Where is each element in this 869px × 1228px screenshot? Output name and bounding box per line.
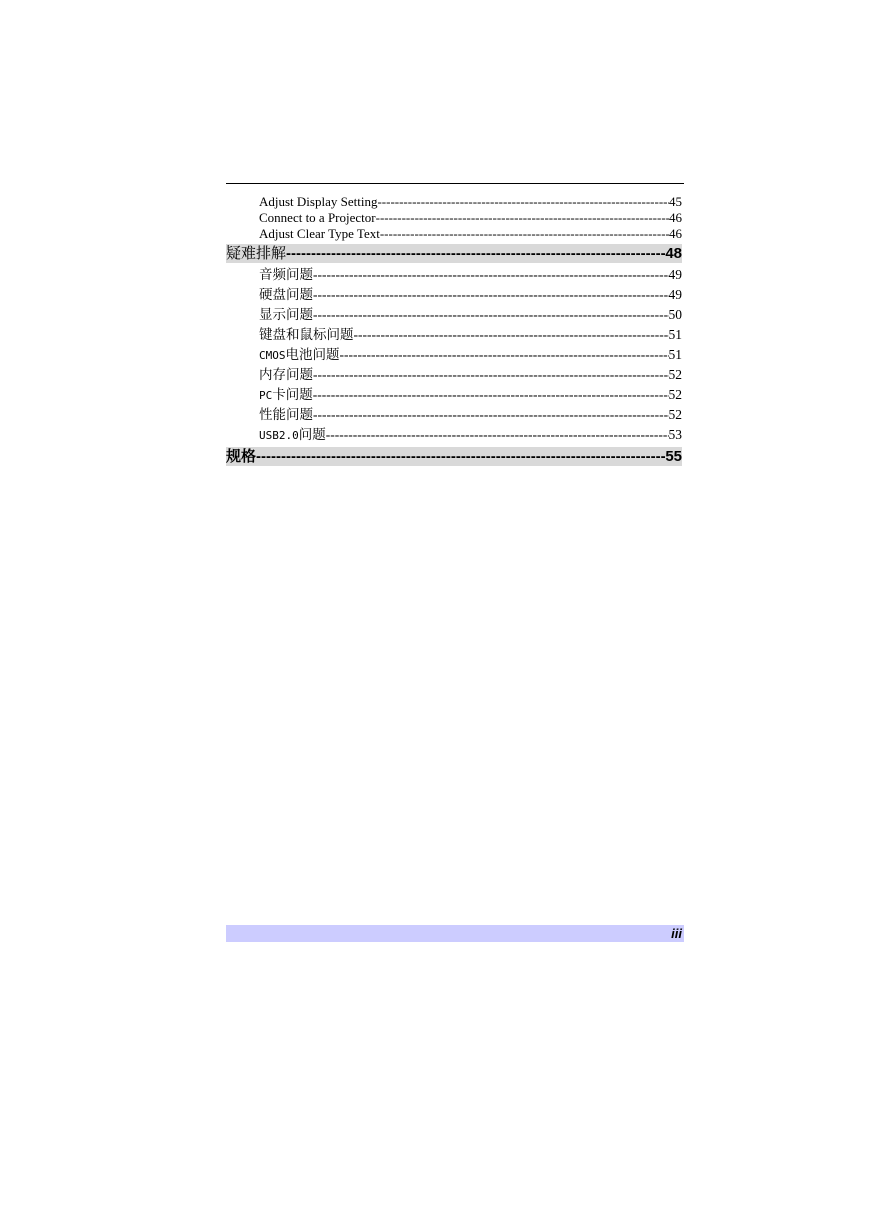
toc-chapter-page: 55 xyxy=(665,448,682,465)
toc-entry-page: 51 xyxy=(668,347,682,362)
toc-entry-title: Adjust Display Setting xyxy=(259,194,378,209)
toc-entry-keyboard-mouse[interactable] xyxy=(226,325,682,345)
toc-entry-title: 电池问题 xyxy=(285,347,340,362)
toc-entry-title: 显示问题 xyxy=(259,307,313,322)
toc-leader xyxy=(326,425,669,445)
toc-leader xyxy=(313,265,669,285)
toc-entry-title: Adjust Clear Type Text xyxy=(259,226,380,241)
toc-entry-prefix: CMOS xyxy=(259,349,286,362)
toc-entry-page: 52 xyxy=(668,387,682,402)
toc-entry-title: 内存问题 xyxy=(259,367,313,382)
toc-entry-adjust-clear-type[interactable] xyxy=(226,226,682,242)
toc-leader xyxy=(313,305,669,325)
toc-entry-usb[interactable] xyxy=(226,425,682,445)
toc-entry-display[interactable] xyxy=(226,305,682,325)
toc-entry-page: 51 xyxy=(668,327,682,342)
toc-entry-adjust-display-setting[interactable] xyxy=(226,194,682,210)
toc-entry-audio[interactable] xyxy=(226,265,682,285)
toc-entry-title: 键盘和鼠标问题 xyxy=(259,327,354,342)
toc-chapter-page: 48 xyxy=(665,245,682,262)
toc-entry-page: 49 xyxy=(668,287,682,302)
toc-entry-title: 问题 xyxy=(298,427,326,442)
toc-entry-page: 52 xyxy=(668,367,682,382)
toc-chapter-title: 疑难排解 xyxy=(226,245,287,262)
toc-entry-prefix: PC xyxy=(259,389,273,402)
toc-entry-page: 49 xyxy=(668,267,682,282)
toc-leader xyxy=(286,244,665,263)
toc-entry-title: 性能问题 xyxy=(259,407,313,422)
toc-entry-title: 卡问题 xyxy=(272,387,313,402)
toc-entry-title: Connect to a Projector xyxy=(259,210,376,225)
table-of-contents xyxy=(226,194,682,468)
footer-bar xyxy=(226,925,684,942)
toc-leader xyxy=(313,385,669,405)
toc-leader xyxy=(377,194,669,210)
toc-entry-performance[interactable] xyxy=(226,405,682,425)
toc-entry-page: 50 xyxy=(668,307,682,322)
toc-entry-title: 音频问题 xyxy=(259,267,313,282)
toc-leader xyxy=(313,365,669,385)
toc-leader xyxy=(354,325,669,345)
toc-leader xyxy=(313,405,669,425)
toc-leader xyxy=(376,210,669,226)
toc-entry-page: 52 xyxy=(668,407,682,422)
toc-entry-connect-projector[interactable] xyxy=(226,210,682,226)
toc-entry-cmos-battery[interactable] xyxy=(226,345,682,365)
toc-entry-page: 53 xyxy=(668,427,682,442)
toc-entry-memory[interactable] xyxy=(226,365,682,385)
toc-entry-hdd[interactable] xyxy=(226,285,682,305)
toc-entry-page: 46 xyxy=(669,226,682,241)
toc-leader xyxy=(256,447,665,466)
toc-chapter-troubleshooting[interactable] xyxy=(226,244,682,263)
page-number: iii xyxy=(671,926,682,941)
toc-entry-page: 45 xyxy=(669,194,682,209)
toc-entry-prefix: USB2.0 xyxy=(259,429,299,442)
toc-leader xyxy=(313,285,669,305)
toc-leader xyxy=(340,345,669,365)
header-rule xyxy=(226,183,684,184)
toc-entry-page: 46 xyxy=(669,210,682,225)
toc-chapter-title: 规格 xyxy=(226,448,257,465)
toc-leader xyxy=(380,226,669,242)
toc-chapter-specifications[interactable] xyxy=(226,447,682,466)
toc-entry-pc-card[interactable] xyxy=(226,385,682,405)
toc-entry-title: 硬盘问题 xyxy=(259,287,313,302)
